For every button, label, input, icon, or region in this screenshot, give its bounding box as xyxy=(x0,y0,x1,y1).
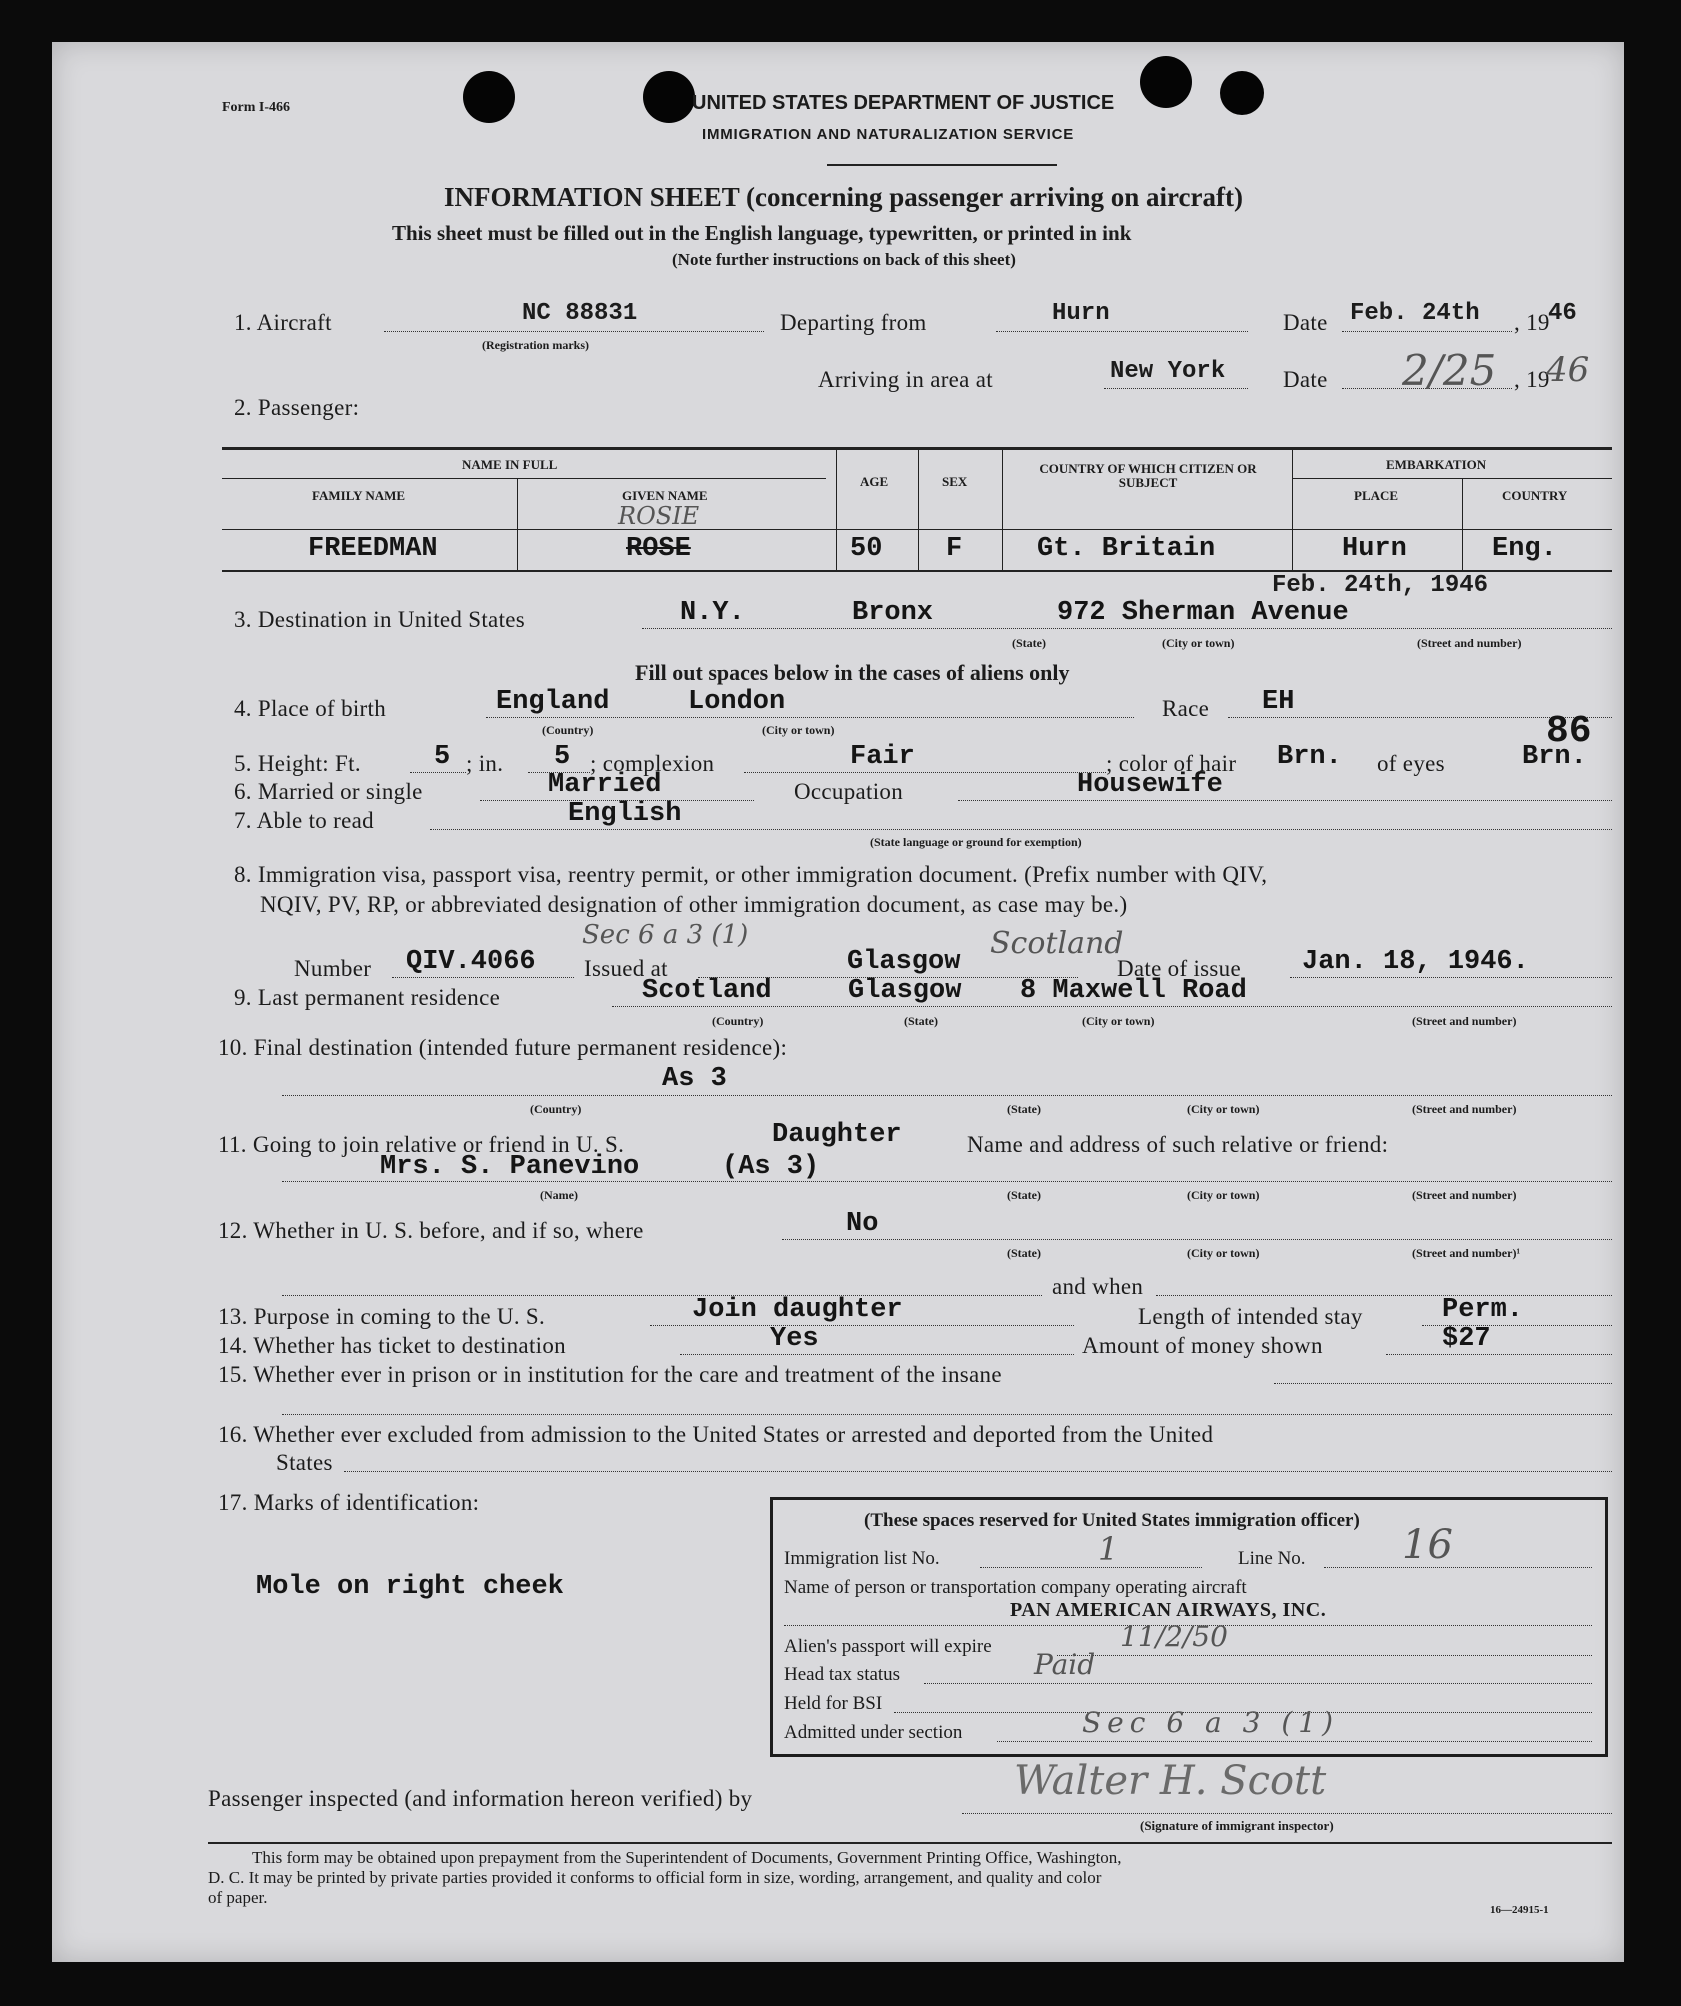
city-caption: (City or town) xyxy=(1162,636,1235,650)
residence-state: Glasgow xyxy=(848,976,962,1006)
form-sheet xyxy=(52,42,1624,1962)
given-name-value: ROSE xyxy=(626,534,691,564)
state-caption: (State) xyxy=(1007,1102,1041,1116)
hair-label: ; color of hair xyxy=(1106,751,1237,776)
admitted-value: Sec 6 a 3 (1) xyxy=(1082,1706,1340,1739)
city-caption: (City or town) xyxy=(1187,1246,1260,1260)
issue-date-label: Date of issue xyxy=(1117,956,1241,981)
signature-caption: (Signature of immigrant inspector) xyxy=(1140,1818,1334,1833)
read-value: English xyxy=(568,799,682,829)
street-caption: (Street and number) xyxy=(1412,1102,1517,1116)
instruction-note: (Note further instructions on back of this sheet) xyxy=(672,250,1016,269)
residence-country: Scotland xyxy=(642,976,772,1006)
when-line-right xyxy=(1156,1295,1612,1296)
issued-at-value: Glasgow xyxy=(847,947,961,977)
aircraft-value: NC 88831 xyxy=(522,300,638,327)
prison-label: 15. Whether ever in prison or in institution for the care and treatment of the insane xyxy=(218,1362,1002,1387)
passport-expire-value: 11/2/50 xyxy=(1120,1620,1228,1653)
signature-line xyxy=(962,1813,1612,1814)
footer-line1: This form may be obtained upon prepayment from the Superintendent of Documents, Government Printing Office, Washington, xyxy=(252,1848,1122,1867)
when-line-left xyxy=(282,1295,1042,1296)
ticket-value: Yes xyxy=(770,1324,819,1354)
punch-hole xyxy=(1140,56,1192,108)
country-caption: (Country) xyxy=(712,1014,764,1028)
final-destination-line xyxy=(282,1095,1612,1096)
complexion-line xyxy=(744,772,1106,773)
city-caption: (City or town) xyxy=(1082,1014,1155,1028)
occupation-line xyxy=(958,800,1612,801)
height-inches: 5 xyxy=(554,742,571,772)
embarkation-header: EMBARKATION xyxy=(1386,457,1487,472)
residence-line xyxy=(612,1006,1612,1007)
family-name-header: FAMILY NAME xyxy=(312,488,406,503)
read-caption: (State language or ground for exemption) xyxy=(870,835,1082,849)
embark-country-value: Eng. xyxy=(1492,534,1557,564)
sex-value: F xyxy=(946,534,963,564)
registration-caption: (Registration marks) xyxy=(482,338,589,352)
complexion-value: Fair xyxy=(850,742,915,772)
bsi-label: Held for BSI xyxy=(784,1693,883,1714)
street-caption: (Street and number) xyxy=(1417,636,1522,650)
residence-label: 9. Last permanent residence xyxy=(234,985,501,1010)
officer-box-title: (These spaces reserved for United States immigration officer) xyxy=(864,1510,1360,1531)
aircraft-label: 1. Aircraft xyxy=(234,310,332,335)
arriving-line xyxy=(1104,388,1248,389)
inspector-signature: Walter H. Scott xyxy=(1014,1758,1327,1804)
passport-expire-label: Alien's passport will expire xyxy=(784,1636,992,1657)
table-header-rule xyxy=(222,529,1612,530)
birth-country: England xyxy=(496,687,610,717)
form-number: Form I-466 xyxy=(222,100,291,115)
date-label: Date xyxy=(1283,310,1328,335)
footer-line2: D. C. It may be printed by private parties provided it conforms to official form in size, wording, arrangement, and quality and color xyxy=(208,1868,1102,1887)
departing-label: Departing from xyxy=(780,310,927,335)
date2-label: Date xyxy=(1283,367,1328,392)
citizen-value: Gt. Britain xyxy=(1037,534,1216,564)
punch-hole xyxy=(463,71,515,123)
read-label: 7. Able to read xyxy=(234,808,374,833)
excluded-line xyxy=(344,1471,1612,1472)
aliens-only-heading: Fill out spaces below in the cases of aliens only xyxy=(635,660,1070,685)
excluded-label-line1: 16. Whether ever excluded from admission to the United States or arrested and deported from the United xyxy=(218,1422,1214,1447)
country-caption: (Country) xyxy=(530,1102,582,1116)
street-caption: (Street and number)¹ xyxy=(1412,1246,1521,1260)
prison-line xyxy=(1274,1383,1612,1384)
operator-label: Name of person or transportation company operating aircraft xyxy=(784,1577,1247,1598)
read-line xyxy=(430,829,1612,830)
table-subheader-rule xyxy=(222,478,826,479)
state-caption: (State) xyxy=(1012,636,1046,650)
departing-line xyxy=(996,331,1248,332)
doc-number-line xyxy=(392,977,574,978)
hair-value: Brn. xyxy=(1277,742,1342,772)
state-caption: (State) xyxy=(1007,1188,1041,1202)
race-label: Race xyxy=(1162,696,1210,721)
doc-section-handwritten: Sec 6 a 3 (1) xyxy=(582,920,749,950)
col-divider xyxy=(1292,448,1293,570)
prison-line-2 xyxy=(282,1414,1612,1415)
purpose-line xyxy=(650,1325,1074,1326)
previous-visit-label: 12. Whether in U. S. before, and if so, where xyxy=(218,1218,644,1243)
document-label-line1: 8. Immigration visa, passport visa, reentry permit, or other immigration document. (Prefix number with QIV, xyxy=(234,862,1268,887)
birth-city: London xyxy=(688,687,786,717)
footer-code: 16—24915-1 xyxy=(1490,1904,1549,1916)
destination-state: N.Y. xyxy=(680,598,745,628)
date2-value: 2/25 xyxy=(1402,346,1497,395)
line-no-label: Line No. xyxy=(1238,1548,1306,1569)
occupation-value: Housewife xyxy=(1077,770,1223,800)
city-caption: (City or town) xyxy=(762,723,835,737)
year-value: 46 xyxy=(1548,300,1577,327)
birthplace-label: 4. Place of birth xyxy=(234,696,387,721)
name-address-label: Name and address of such relative or friend: xyxy=(967,1132,1389,1157)
col-divider xyxy=(918,448,919,570)
birthplace-line xyxy=(486,717,1134,718)
head-tax-value: Paid xyxy=(1034,1648,1096,1681)
money-value: $27 xyxy=(1442,1324,1491,1354)
operator-value: PAN AMERICAN AIRWAYS, INC. xyxy=(1010,1599,1327,1621)
sex-header: SEX xyxy=(942,474,968,489)
departing-value: Hurn xyxy=(1052,300,1110,327)
punch-hole xyxy=(643,71,695,123)
col-divider xyxy=(1462,478,1463,570)
excluded-label-line2: States xyxy=(276,1450,333,1475)
inspection-label: Passenger inspected (and information hereon verified) by xyxy=(208,1786,753,1811)
age-header: AGE xyxy=(860,474,889,489)
given-name-handwritten: ROSIE xyxy=(618,502,700,530)
age-value: 50 xyxy=(850,534,883,564)
final-destination-label: 10. Final destination (intended future permanent residence): xyxy=(218,1035,788,1060)
purpose-value: Join daughter xyxy=(692,1295,903,1325)
country-header: COUNTRY xyxy=(1502,488,1568,503)
marks-value: Mole on right cheek xyxy=(256,1572,564,1602)
country-caption: (Country) xyxy=(542,723,594,737)
subtitle: This sheet must be filled out in the English language, typewritten, or printed in ink xyxy=(392,221,1132,245)
page-title: INFORMATION SHEET (concerning passenger arriving on aircraft) xyxy=(444,182,1243,212)
list-no-label: Immigration list No. xyxy=(784,1548,940,1569)
admitted-line xyxy=(997,1741,1592,1742)
department-name: UNITED STATES DEPARTMENT OF JUSTICE xyxy=(692,92,1115,114)
header-rule xyxy=(827,164,1057,166)
doc-number-value: QIV.4066 xyxy=(406,947,536,977)
occupation-label: Occupation xyxy=(794,779,904,804)
list-no-line xyxy=(980,1567,1202,1568)
destination-line xyxy=(642,628,1612,629)
head-tax-label: Head tax status xyxy=(784,1664,901,1685)
doc-number-label: Number xyxy=(294,956,372,981)
race-code: 86 xyxy=(1546,710,1592,753)
feet-line xyxy=(410,772,466,773)
city-caption: (City or town) xyxy=(1187,1102,1260,1116)
marital-value: Married xyxy=(548,770,662,800)
date-value: Feb. 24th xyxy=(1350,300,1480,327)
issued-at-handwritten: Scotland xyxy=(990,926,1124,961)
relation-value: Daughter xyxy=(772,1120,902,1150)
footer-rule xyxy=(208,1842,1612,1844)
year2-value: 46 xyxy=(1546,350,1590,390)
year2-prefix: , 19 xyxy=(1514,367,1550,392)
state-caption: (State) xyxy=(1007,1246,1041,1260)
destination-city: Bronx xyxy=(852,598,934,628)
money-label: Amount of money shown xyxy=(1082,1333,1323,1358)
place-header: PLACE xyxy=(1354,488,1399,503)
issue-date-value: Jan. 18, 1946. xyxy=(1302,947,1529,977)
issued-at-label: Issued at xyxy=(584,956,668,981)
final-destination-value: As 3 xyxy=(662,1064,727,1094)
footer-line3: of paper. xyxy=(208,1888,268,1907)
eyes-label: of eyes xyxy=(1377,751,1445,776)
table-top-rule xyxy=(222,447,1612,450)
marks-label: 17. Marks of identification: xyxy=(218,1490,480,1515)
race-value: EH xyxy=(1262,687,1295,717)
inches-label: ; in. xyxy=(466,751,504,776)
given-name-header: GIVEN NAME xyxy=(622,488,708,503)
relative-address: (As 3) xyxy=(722,1152,820,1182)
col-divider xyxy=(1002,448,1003,570)
height-feet: 5 xyxy=(434,742,451,772)
col-divider xyxy=(517,478,518,570)
marital-label: 6. Married or single xyxy=(234,779,423,804)
list-no-value: 1 xyxy=(1098,1530,1119,1568)
admitted-label: Admitted under section xyxy=(784,1722,963,1743)
document-label-line2: NQIV, PV, RP, or abbreviated designation of other immigration document, as case may be.) xyxy=(260,892,1128,917)
stay-label: Length of intended stay xyxy=(1138,1304,1363,1329)
line-no-value: 16 xyxy=(1402,1522,1453,1568)
ticket-line xyxy=(680,1354,1074,1355)
citizen-header: COUNTRY OF WHICH CITIZEN OR SUBJECT xyxy=(1039,461,1257,490)
when-label: and when xyxy=(1052,1274,1144,1299)
money-line xyxy=(1386,1354,1612,1355)
embark-place-value: Hurn xyxy=(1342,534,1407,564)
name-caption: (Name) xyxy=(540,1188,578,1202)
eyes-value: Brn. xyxy=(1522,742,1587,772)
purpose-label: 13. Purpose in coming to the U. S. xyxy=(218,1304,546,1329)
name-in-full-header: NAME IN FULL xyxy=(462,457,558,472)
table-subheader-rule-2 xyxy=(1292,478,1612,479)
ticket-label: 14. Whether has ticket to destination xyxy=(218,1333,566,1358)
arriving-value: New York xyxy=(1110,358,1226,385)
service-name: IMMIGRATION AND NATURALIZATION SERVICE xyxy=(702,126,1075,143)
passport-expire-line xyxy=(1057,1655,1592,1656)
join-label: 11. Going to join relative or friend in U. S. xyxy=(218,1132,625,1157)
street-caption: (Street and number) xyxy=(1412,1014,1517,1028)
relative-name: Mrs. S. Panevino xyxy=(380,1152,640,1182)
year-prefix: , 19 xyxy=(1514,310,1550,335)
height-label: 5. Height: Ft. xyxy=(234,751,361,776)
passenger-label: 2. Passenger: xyxy=(234,395,360,420)
arriving-label: Arriving in area at xyxy=(818,367,993,392)
residence-street: 8 Maxwell Road xyxy=(1020,976,1247,1006)
date-line xyxy=(1342,331,1512,332)
date-stamp: Feb. 24th, 1946 xyxy=(1272,572,1489,599)
street-caption: (Street and number) xyxy=(1412,1188,1517,1202)
destination-label: 3. Destination in United States xyxy=(234,607,526,632)
complexion-label: ; complexion xyxy=(590,751,715,776)
state-caption: (State) xyxy=(904,1014,938,1028)
previous-visit-value: No xyxy=(846,1209,879,1239)
punch-hole xyxy=(1220,71,1264,115)
family-name-value: FREEDMAN xyxy=(308,534,438,564)
destination-street: 972 Sherman Avenue xyxy=(1057,598,1349,628)
aircraft-line xyxy=(384,331,764,332)
stay-value: Perm. xyxy=(1442,1295,1524,1325)
previous-visit-line xyxy=(782,1239,1612,1240)
issue-date-line xyxy=(1290,977,1612,978)
col-divider xyxy=(836,448,837,570)
line-no-line xyxy=(1324,1567,1592,1568)
head-tax-line xyxy=(924,1683,1592,1684)
city-caption: (City or town) xyxy=(1187,1188,1260,1202)
